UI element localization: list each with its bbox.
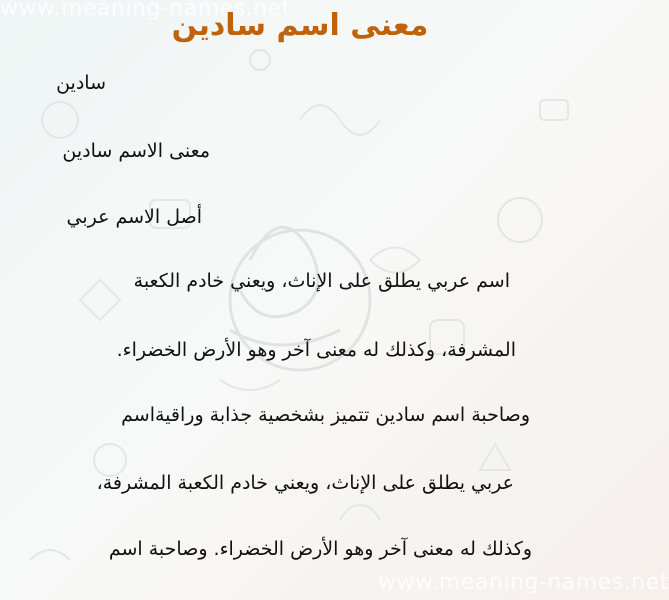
description-line-2: المشرفة، وكذلك له معنى آخر وهو الأرض الخضراء. [116, 339, 516, 361]
description-line-5: وكذلك له معنى آخر وهو الأرض الخضراء. وصاحبة اسم [108, 538, 532, 560]
watermark-top: www.meaning-names.net [0, 0, 291, 21]
description-line-1: اسم عربي يطلق على الإناث، ويعني خادم الكعبة [133, 270, 510, 292]
name-line: سادين [56, 72, 106, 94]
page-title: معنى اسم سادين [171, 8, 429, 43]
description-line-4: عربي يطلق على الإناث، ويعني خادم الكعبة المشرفة، [96, 472, 514, 494]
origin-line: أصل الاسم عربي [66, 206, 202, 228]
meaning-heading-line: معنى الاسم سادين [62, 140, 210, 162]
description-line-3: وصاحبة اسم سادين تتميز بشخصية جذابة وراقيةاسم [121, 404, 530, 426]
watermark-bottom: www.meaning-names.net [378, 570, 669, 595]
